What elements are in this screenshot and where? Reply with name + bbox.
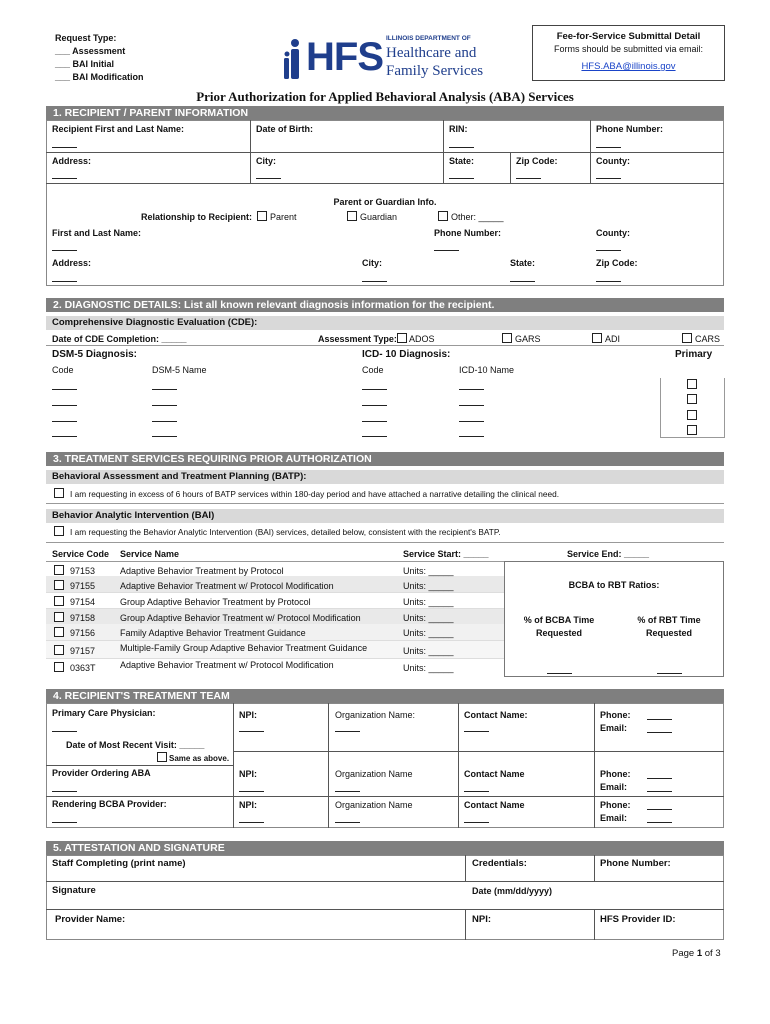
pcp-contact-field[interactable] — [464, 731, 489, 732]
pcp-npi-field[interactable] — [239, 731, 264, 732]
service-name-header: Service Name — [120, 549, 180, 559]
guardian-city-label: City: — [362, 258, 382, 268]
pcp-contact-label: Contact Name: — [464, 710, 528, 720]
page-prefix: Page — [672, 948, 695, 959]
ordering-org-label: Organization Name — [335, 769, 413, 779]
section2-header: 2. DIAGNOSTIC DETAILS: List all known relevant diagnosis information for the recipient. — [46, 298, 724, 312]
rendering-npi-field[interactable] — [239, 822, 264, 823]
service-checkbox[interactable] — [54, 645, 64, 655]
rendering-phone-field[interactable] — [647, 809, 672, 810]
dsm-diagnosis-label: DSM-5 Diagnosis: — [52, 349, 138, 360]
service-name: Adaptive Behavior Treatment w/ Protocol Modification — [120, 581, 334, 591]
ordering-npi-label: NPI: — [239, 769, 257, 779]
dsm-name-header: DSM-5 Name — [152, 365, 207, 375]
guardian-city-field[interactable] — [362, 281, 387, 282]
section1-header: 1. RECIPIENT / PARENT INFORMATION — [46, 106, 724, 120]
logo-line1: Healthcare and — [386, 45, 477, 61]
rin-field[interactable] — [449, 147, 474, 148]
ados-checkbox[interactable] — [397, 333, 407, 343]
dsm-code-field[interactable] — [52, 405, 77, 406]
service-code: 97156 — [70, 628, 96, 638]
bcba-requested-text: Requested — [535, 628, 582, 638]
dsm-name-field[interactable] — [152, 421, 177, 422]
bcba-time-field[interactable] — [547, 673, 572, 674]
dsm-name-field[interactable] — [152, 436, 177, 437]
primary-checkbox[interactable] — [687, 394, 697, 404]
hfs-logo — [284, 32, 494, 84]
adi-label: ADI — [605, 334, 621, 344]
page-title: Prior Authorization for Applied Behavioral Analysis (ABA) Services — [196, 89, 574, 104]
page-current: 1 — [696, 948, 703, 959]
ordering-provider-label: Provider Ordering ABA — [52, 768, 151, 778]
pcp-email-field[interactable] — [647, 732, 672, 733]
bai-subheader: Behavior Analytic Intervention (BAI) — [46, 509, 724, 523]
provider-name-label: Provider Name: — [55, 914, 126, 925]
batp-subheader: Behavioral Assessment and Treatment Planning (BATP): — [46, 470, 724, 484]
pcp-phone-label: Phone: — [600, 710, 631, 720]
rbt-time-text: % of RBT Time — [637, 615, 701, 625]
service-checkbox[interactable] — [54, 596, 64, 606]
rendering-contact-label: Contact Name — [464, 800, 525, 810]
service-name: Adaptive Behavior Treatment w/ Protocol Modification — [120, 660, 334, 670]
last-visit-label[interactable]: Date of Most Recent Visit: _____ — [66, 740, 205, 750]
pcp-org-label: Organization Name: — [335, 710, 416, 720]
same-as-above-checkbox[interactable] — [157, 752, 167, 762]
service-code: 97154 — [70, 597, 96, 607]
icd-name-field[interactable] — [459, 389, 484, 390]
ordering-phone-label: Phone: — [600, 769, 631, 779]
ordering-org-field[interactable] — [335, 791, 360, 792]
icd-name-field[interactable] — [459, 421, 484, 422]
guardian-zip-field[interactable] — [596, 281, 621, 282]
bcba-time-text: % of BCBA Time — [523, 615, 595, 625]
ordering-contact-field[interactable] — [464, 791, 489, 792]
service-name: Group Adaptive Behavior Treatment w/ Protocol Modification — [120, 613, 361, 623]
icd-name-field[interactable] — [459, 436, 484, 437]
dsm-code-field[interactable] — [52, 389, 77, 390]
request-type-bai-modification[interactable]: ___ BAI Modification — [55, 72, 144, 82]
icd-diagnosis-label: ICD- 10 Diagnosis: — [362, 349, 451, 360]
service-units[interactable]: Units: _____ — [403, 581, 454, 591]
cars-checkbox[interactable] — [682, 333, 692, 343]
state-label: State: — [449, 156, 475, 166]
ordering-email-field[interactable] — [647, 791, 672, 792]
icd-code-header: Code — [362, 365, 384, 375]
cde-subheader: Comprehensive Diagnostic Evaluation (CDE): — [46, 316, 724, 330]
service-units[interactable]: Units: _____ — [403, 663, 454, 673]
service-units[interactable]: Units: _____ — [403, 613, 454, 623]
guardian-phone-label: Phone Number: — [434, 228, 502, 238]
request-type-bai-initial[interactable]: ___ BAI Initial — [55, 59, 115, 69]
service-units[interactable]: Units: _____ — [403, 597, 454, 607]
ratio-title: BCBA to RBT Ratios: — [568, 580, 660, 590]
guardian-zip-label: Zip Code: — [596, 258, 638, 268]
service-code: 97155 — [70, 581, 96, 591]
service-name: Adaptive Behavior Treatment by Protocol — [120, 566, 284, 576]
guardian-county-field[interactable] — [596, 250, 621, 251]
dsm-code-field[interactable] — [52, 421, 77, 422]
submittal-box — [532, 25, 725, 81]
family-figures-icon — [284, 38, 306, 82]
bai-text: I am requesting the Behavior Analytic Intervention (BAI) services, detailed below, consistent with the recipient's BATP. — [70, 527, 501, 537]
service-name: Family Adaptive Behavior Treatment Guidance — [120, 628, 306, 638]
adi-checkbox[interactable] — [592, 333, 602, 343]
service-checkbox[interactable] — [54, 612, 64, 622]
service-code: 97157 — [70, 646, 96, 656]
same-as-above-label: Same as above. — [169, 754, 230, 763]
ados-label: ADOS — [409, 334, 435, 344]
credentials-label: Credentials: — [472, 858, 527, 869]
service-name: Multiple-Family Group Adaptive Behavior Treatment Guidance — [120, 643, 368, 653]
guardian-info-title: Parent or Guardian Info. — [333, 197, 437, 207]
service-code-header: Service Code — [52, 549, 110, 559]
icd-name-header: ICD-10 Name — [459, 365, 515, 375]
pcp-npi-label: NPI: — [239, 710, 257, 720]
phone-field[interactable] — [596, 147, 621, 148]
gars-label: GARS — [515, 334, 541, 344]
logo-line2: Family Services — [386, 63, 484, 79]
service-name: Group Adaptive Behavior Treatment by Protocol — [120, 597, 311, 607]
parent-checkbox[interactable] — [257, 211, 267, 221]
rendering-bcba-label: Rendering BCBA Provider: — [52, 799, 167, 809]
guardian-label: Guardian — [360, 212, 398, 222]
submittal-instruction: Forms should be submitted via email: — [553, 44, 704, 54]
section5-header: 5. ATTESTATION AND SIGNATURE — [46, 841, 724, 855]
dsm-code-field[interactable] — [52, 436, 77, 437]
city-field[interactable] — [256, 178, 281, 179]
cars-label: CARS — [695, 334, 721, 344]
rbt-time-field[interactable] — [657, 673, 682, 674]
other-label[interactable]: Other: _____ — [451, 212, 504, 222]
service-code: 0363T — [70, 663, 96, 673]
signature-label: Signature — [52, 885, 96, 896]
service-units[interactable]: Units: _____ — [403, 566, 454, 576]
state-field[interactable] — [449, 178, 474, 179]
rin-label: RIN: — [449, 124, 468, 134]
icd-code-field[interactable] — [362, 389, 387, 390]
address-field[interactable] — [52, 178, 77, 179]
service-start-label[interactable]: Service Start: _____ — [403, 549, 489, 559]
bcba-time-label — [514, 614, 604, 640]
guardian-checkbox[interactable] — [347, 211, 357, 221]
service-checkbox[interactable] — [54, 565, 64, 575]
submittal-title: Fee-for-Service Submittal Detail — [556, 31, 701, 42]
dsm-name-field[interactable] — [152, 389, 177, 390]
gars-checkbox[interactable] — [502, 333, 512, 343]
phone-label: Phone Number: — [596, 124, 664, 134]
recipient-name-label: Recipient First and Last Name: — [52, 124, 185, 134]
pcp-email-label: Email: — [600, 723, 628, 733]
service-code: 97153 — [70, 566, 96, 576]
service-checkbox[interactable] — [54, 627, 64, 637]
service-units[interactable]: Units: _____ — [403, 646, 454, 656]
ordering-email-label: Email: — [600, 782, 628, 792]
ordering-provider-field[interactable] — [52, 791, 77, 792]
rendering-org-field[interactable] — [335, 822, 360, 823]
county-label: County: — [596, 156, 630, 166]
rendering-email-field[interactable] — [647, 822, 672, 823]
guardian-state-label: State: — [510, 258, 536, 268]
dsm-name-field[interactable] — [152, 405, 177, 406]
bai-checkbox[interactable] — [54, 526, 64, 536]
batp-text: I am requesting in excess of 6 hours of BATP services within 180-day period and have attached a narrative detailing the clinical need. — [70, 489, 560, 499]
pcp-label: Primary Care Physician: — [52, 708, 156, 718]
rendering-bcba-field[interactable] — [52, 822, 77, 823]
ordering-contact-label: Contact Name — [464, 769, 525, 779]
page-number — [672, 948, 721, 959]
section4-header: 4. RECIPIENT'S TREATMENT TEAM — [46, 689, 724, 703]
dob-label: Date of Birth: — [256, 124, 313, 134]
county-field[interactable] — [596, 178, 621, 179]
section3-header: 3. TREATMENT SERVICES REQUIRING PRIOR AUTHORIZATION — [46, 452, 724, 466]
recipient-name-field[interactable] — [52, 147, 77, 148]
request-type-assessment[interactable]: ___ Assessment — [55, 46, 126, 56]
primary-checkbox[interactable] — [687, 410, 697, 420]
zip-label: Zip Code: — [516, 156, 558, 166]
submittal-email-link[interactable]: HFS.ABA@illinois.gov — [581, 61, 676, 72]
primary-label: Primary — [675, 349, 713, 360]
dsm-code-header: Code — [52, 365, 74, 375]
pcp-org-field[interactable] — [335, 731, 360, 732]
logo-dept: ILLINOIS DEPARTMENT OF — [386, 35, 471, 42]
batp-checkbox[interactable] — [54, 488, 64, 498]
icd-code-field[interactable] — [362, 405, 387, 406]
guardian-phone-field[interactable] — [434, 250, 459, 251]
icd-name-field[interactable] — [459, 405, 484, 406]
guardian-address-field[interactable] — [52, 281, 77, 282]
primary-checkbox[interactable] — [687, 425, 697, 435]
primary-checkbox[interactable] — [687, 379, 697, 389]
guardian-county-label: County: — [596, 228, 630, 238]
rbt-requested-text: Requested — [645, 628, 692, 638]
attest-npi-label: NPI: — [472, 914, 491, 925]
guardian-name-label: First and Last Name: — [52, 228, 142, 238]
pcp-phone-field[interactable] — [647, 719, 672, 720]
rendering-org-label: Organization Name — [335, 800, 413, 810]
request-type-title: Request Type: — [55, 33, 117, 43]
ordering-phone-field[interactable] — [647, 778, 672, 779]
assessment-type-label: Assessment Type: — [318, 334, 397, 344]
cde-date-label[interactable]: Date of CDE Completion: _____ — [52, 334, 187, 344]
hfs-provider-id-label: HFS Provider ID: — [600, 914, 676, 925]
service-checkbox[interactable] — [54, 662, 64, 672]
page-suffix: of 3 — [704, 948, 721, 959]
rendering-email-label: Email: — [600, 813, 628, 823]
other-checkbox[interactable] — [438, 211, 448, 221]
service-units[interactable]: Units: _____ — [403, 628, 454, 638]
zip-field[interactable] — [516, 178, 541, 179]
staff-completing-label: Staff Completing (print name) — [52, 858, 186, 869]
pcp-field[interactable] — [52, 731, 77, 732]
rendering-contact-field[interactable] — [464, 822, 489, 823]
guardian-state-field[interactable] — [510, 281, 535, 282]
guardian-name-field[interactable] — [52, 250, 77, 251]
logo-letters: HFS — [306, 35, 383, 79]
service-checkbox[interactable] — [54, 580, 64, 590]
ordering-npi-field[interactable] — [239, 791, 264, 792]
icd-code-field[interactable] — [362, 436, 387, 437]
attest-phone-label: Phone Number: — [600, 858, 671, 869]
rbt-time-label — [624, 614, 714, 640]
service-end-label[interactable]: Service End: _____ — [567, 549, 650, 559]
rendering-phone-label: Phone: — [600, 800, 631, 810]
relationship-label: Relationship to Recipient: — [141, 212, 253, 222]
rendering-npi-label: NPI: — [239, 800, 257, 810]
service-code: 97158 — [70, 613, 96, 623]
guardian-address-label: Address: — [52, 258, 92, 268]
address-label: Address: — [52, 156, 92, 166]
city-label: City: — [256, 156, 276, 166]
icd-code-field[interactable] — [362, 421, 387, 422]
parent-label: Parent — [270, 212, 297, 222]
signature-date-label: Date (mm/dd/yyyy) — [472, 886, 553, 896]
